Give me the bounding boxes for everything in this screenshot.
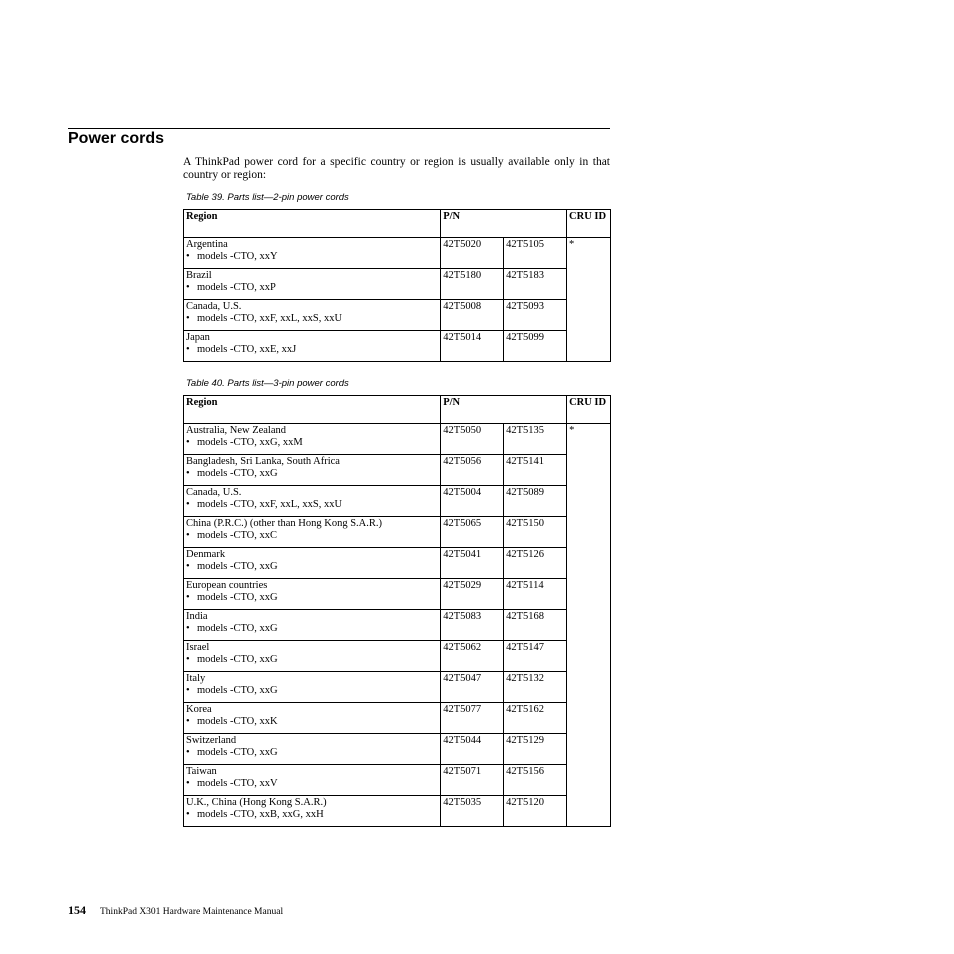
part-number-cell: 42T5114	[504, 579, 567, 610]
part-number-cell: 42T5083	[441, 610, 504, 641]
region-name: Argentina	[186, 239, 228, 250]
model-list-item	[186, 809, 438, 821]
bullet-icon: •	[186, 809, 190, 820]
part-number-cell: 42T5008	[441, 300, 504, 331]
table-row	[184, 269, 611, 300]
table-row	[184, 548, 611, 579]
model-text: models -CTO, xxF, xxL, xxS, xxU	[197, 499, 343, 510]
region-name: Bangladesh, Sri Lanka, South Africa	[186, 456, 340, 467]
header-pn: P/N	[441, 396, 567, 424]
table-row	[184, 331, 611, 362]
region-name: European countries	[186, 580, 268, 591]
part-number-cell: 42T5044	[441, 734, 504, 765]
page-footer	[68, 901, 283, 919]
region-cell	[184, 641, 441, 672]
header-cru-id: CRU ID	[567, 210, 611, 238]
model-text: models -CTO, xxC	[197, 530, 278, 541]
table-row	[184, 734, 611, 765]
model-list-item	[186, 251, 438, 263]
region-name: China (P.R.C.) (other than Hong Kong S.A.R.)	[186, 518, 382, 529]
region-cell	[184, 734, 441, 765]
table-row	[184, 672, 611, 703]
region-cell	[184, 424, 441, 455]
part-number-cell: 42T5004	[441, 486, 504, 517]
region-name: Korea	[186, 704, 212, 715]
bullet-icon: •	[186, 778, 190, 789]
region-cell	[184, 765, 441, 796]
model-text: models -CTO, xxG	[197, 561, 278, 572]
table-row	[184, 579, 611, 610]
table-row	[184, 641, 611, 672]
section-rule	[68, 128, 610, 129]
bullet-icon: •	[186, 313, 190, 324]
part-number-cell: 42T5093	[504, 300, 567, 331]
table-row	[184, 796, 611, 827]
part-number-cell: 42T5014	[441, 331, 504, 362]
part-number-cell: 42T5062	[441, 641, 504, 672]
model-list-item	[186, 437, 438, 449]
table-row	[184, 765, 611, 796]
part-number-cell: 42T5056	[441, 455, 504, 486]
region-cell	[184, 703, 441, 734]
region-name: Switzerland	[186, 735, 237, 746]
bullet-icon: •	[186, 592, 190, 603]
part-number-cell: 42T5071	[441, 765, 504, 796]
part-number-cell: 42T5162	[504, 703, 567, 734]
bullet-icon: •	[186, 282, 190, 293]
region-name: Canada, U.S.	[186, 487, 242, 498]
cru-id-cell: *	[567, 238, 611, 362]
model-text: models -CTO, xxP	[197, 282, 276, 293]
region-name: Taiwan	[186, 766, 217, 777]
region-name: Canada, U.S.	[186, 301, 242, 312]
region-cell	[184, 331, 441, 362]
table-row	[184, 300, 611, 331]
table-row	[184, 517, 611, 548]
part-number-cell: 42T5077	[441, 703, 504, 734]
model-text: models -CTO, xxF, xxL, xxS, xxU	[197, 313, 343, 324]
part-number-cell: 42T5135	[504, 424, 567, 455]
region-name: Australia, New Zealand	[186, 425, 287, 436]
region-cell	[184, 517, 441, 548]
region-cell	[184, 579, 441, 610]
part-number-cell: 42T5180	[441, 269, 504, 300]
region-name: U.K., China (Hong Kong S.A.R.)	[186, 797, 327, 808]
part-number-cell: 42T5183	[504, 269, 567, 300]
region-name: Brazil	[186, 270, 212, 281]
bullet-icon: •	[186, 716, 190, 727]
header-region: Region	[184, 210, 441, 238]
model-text: models -CTO, xxY	[197, 251, 278, 262]
part-number-cell: 42T5120	[504, 796, 567, 827]
model-text: models -CTO, xxG	[197, 654, 278, 665]
table39-caption: Table 39. Parts list—2-pin power cords	[186, 192, 349, 203]
bullet-icon: •	[186, 344, 190, 355]
part-number-cell: 42T5156	[504, 765, 567, 796]
model-list-item	[186, 778, 438, 790]
model-list-item	[186, 530, 438, 542]
part-number-cell: 42T5099	[504, 331, 567, 362]
part-number-cell: 42T5029	[441, 579, 504, 610]
region-cell	[184, 548, 441, 579]
part-number-cell: 42T5041	[441, 548, 504, 579]
part-number-cell: 42T5147	[504, 641, 567, 672]
table40-parts-list	[183, 395, 611, 827]
region-cell	[184, 610, 441, 641]
bullet-icon: •	[186, 251, 190, 262]
model-list-item	[186, 716, 438, 728]
header-region: Region	[184, 396, 441, 424]
model-text: models -CTO, xxE, xxJ	[197, 344, 297, 355]
model-text: models -CTO, xxG	[197, 592, 278, 603]
bullet-icon: •	[186, 654, 190, 665]
part-number-cell: 42T5065	[441, 517, 504, 548]
table-header-row	[184, 396, 611, 424]
part-number-cell: 42T5105	[504, 238, 567, 269]
page-number: 154	[68, 903, 86, 917]
section-title: Power cords	[68, 130, 165, 147]
region-cell	[184, 238, 441, 269]
model-text: models -CTO, xxB, xxG, xxH	[197, 809, 324, 820]
table39-parts-list	[183, 209, 611, 362]
region-name: India	[186, 611, 208, 622]
part-number-cell: 42T5126	[504, 548, 567, 579]
bullet-icon: •	[186, 437, 190, 448]
region-cell	[184, 269, 441, 300]
part-number-cell: 42T5141	[504, 455, 567, 486]
model-text: models -CTO, xxG	[197, 747, 278, 758]
part-number-cell: 42T5047	[441, 672, 504, 703]
bullet-icon: •	[186, 499, 190, 510]
table-row	[184, 703, 611, 734]
model-list-item	[186, 282, 438, 294]
model-list-item	[186, 747, 438, 759]
part-number-cell: 42T5150	[504, 517, 567, 548]
cru-id-cell: *	[567, 424, 611, 827]
region-name: Israel	[186, 642, 210, 653]
model-text: models -CTO, xxK	[197, 716, 278, 727]
region-name: Italy	[186, 673, 206, 684]
model-text: models -CTO, xxV	[197, 778, 278, 789]
part-number-cell: 42T5089	[504, 486, 567, 517]
part-number-cell: 42T5132	[504, 672, 567, 703]
manual-title: ThinkPad X301 Hardware Maintenance Manual	[100, 907, 284, 917]
model-list-item	[186, 654, 438, 666]
model-list-item	[186, 313, 438, 325]
bullet-icon: •	[186, 747, 190, 758]
model-text: models -CTO, xxG	[197, 623, 278, 634]
part-number-cell: 42T5035	[441, 796, 504, 827]
model-list-item	[186, 623, 438, 635]
bullet-icon: •	[186, 561, 190, 572]
region-name: Japan	[186, 332, 210, 343]
header-pn: P/N	[441, 210, 567, 238]
part-number-cell: 42T5168	[504, 610, 567, 641]
table-row	[184, 455, 611, 486]
model-text: models -CTO, xxG	[197, 685, 278, 696]
header-cru-id: CRU ID	[567, 396, 611, 424]
region-cell	[184, 455, 441, 486]
region-cell	[184, 672, 441, 703]
model-text: models -CTO, xxG, xxM	[197, 437, 303, 448]
table-row	[184, 486, 611, 517]
table-row	[184, 424, 611, 455]
bullet-icon: •	[186, 468, 190, 479]
model-list-item	[186, 685, 438, 697]
table-header-row	[184, 210, 611, 238]
model-list-item	[186, 499, 438, 511]
bullet-icon: •	[186, 685, 190, 696]
region-cell	[184, 300, 441, 331]
table-row	[184, 238, 611, 269]
table40-caption: Table 40. Parts list—3-pin power cords	[186, 378, 349, 389]
bullet-icon: •	[186, 530, 190, 541]
part-number-cell: 42T5129	[504, 734, 567, 765]
model-text: models -CTO, xxG	[197, 468, 278, 479]
region-name: Denmark	[186, 549, 226, 560]
model-list-item	[186, 561, 438, 573]
part-number-cell: 42T5020	[441, 238, 504, 269]
bullet-icon: •	[186, 623, 190, 634]
model-list-item	[186, 344, 438, 356]
region-cell	[184, 486, 441, 517]
model-list-item	[186, 592, 438, 604]
table-row	[184, 610, 611, 641]
part-number-cell: 42T5050	[441, 424, 504, 455]
region-cell	[184, 796, 441, 827]
intro-paragraph: A ThinkPad power cord for a specific country or region is usually available only in that country or region:	[183, 156, 610, 181]
model-list-item	[186, 468, 438, 480]
